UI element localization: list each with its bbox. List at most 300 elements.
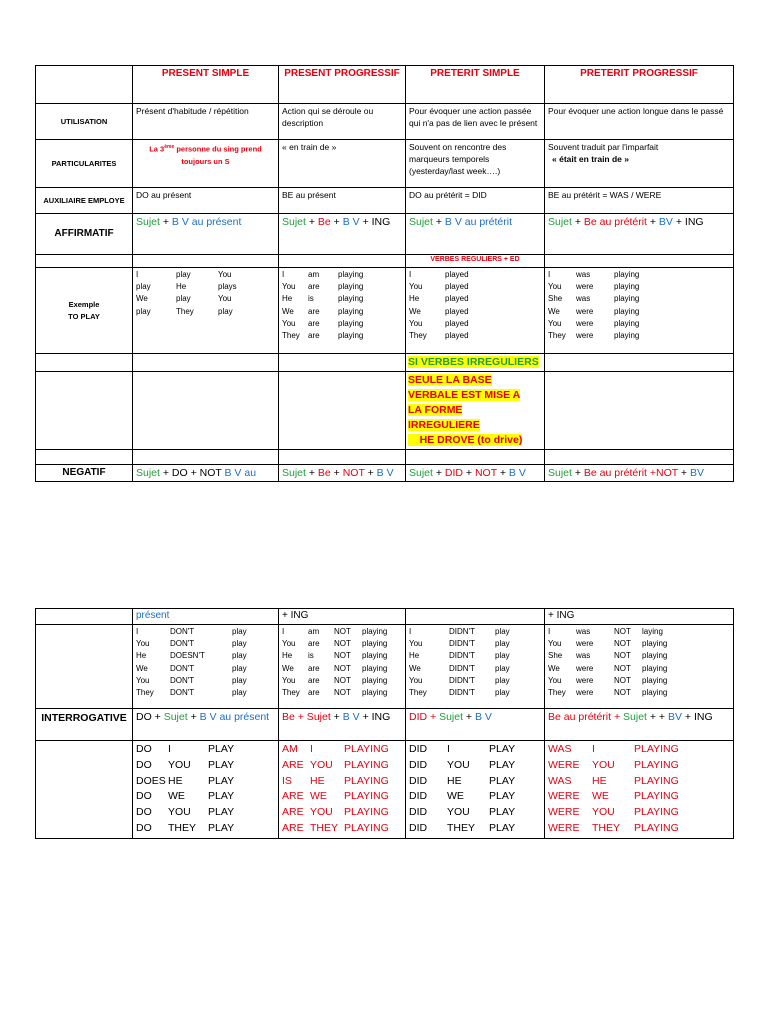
- particularites-text: Souvent traduit par l'imparfait: [548, 142, 659, 152]
- affirmatif-formula: [279, 214, 406, 255]
- formula-part: B V au présent: [199, 711, 270, 723]
- formula-part: + ING: [359, 711, 391, 723]
- conjugation-word: playing: [614, 282, 640, 292]
- conjugation-word: NOT: [614, 675, 631, 685]
- conjugation-word: PLAYING: [634, 743, 679, 755]
- conjugation-word: were: [576, 331, 594, 341]
- conjugation-word: DID: [409, 774, 428, 787]
- conjugation-word: HE: [168, 774, 183, 787]
- formula-part: B V au présent: [171, 216, 242, 228]
- irreguliers-title: SI VERBES IRREGULIERS: [408, 356, 539, 368]
- conjugation-word: playing: [642, 688, 668, 698]
- conjugation-word: DOESN'T: [170, 651, 205, 661]
- header-blank: [36, 66, 133, 104]
- conjugation-word: They: [282, 688, 300, 698]
- conjugation-word: PLAYING: [634, 806, 679, 819]
- conjugation-word: YOU: [310, 758, 333, 771]
- conjugation-word: playing: [362, 651, 388, 661]
- conjugation-word: play: [232, 651, 247, 661]
- conjugation-list: [282, 742, 402, 837]
- blank-cell: [36, 609, 133, 625]
- conjugation-word: I: [409, 270, 412, 279]
- negatif-preterit-progressif: [545, 625, 734, 709]
- conjugation-list: [409, 269, 541, 342]
- interrogative-label: INTERROGATIVE: [36, 709, 133, 741]
- conjugation-word: PLAY: [208, 821, 235, 834]
- conjugation-word: play: [176, 294, 191, 304]
- conjugation-word: He: [282, 651, 293, 661]
- negatif-progressif: [279, 625, 406, 709]
- interrogative-progressif: [279, 741, 406, 839]
- conjugation-word: play: [495, 688, 510, 698]
- conjugation-word: NOT: [334, 627, 351, 636]
- conjugation-word: DO: [136, 821, 152, 834]
- conjugation-word: were: [576, 306, 594, 316]
- formula-part: DID: [444, 467, 463, 479]
- conjugation-word: WERE: [548, 821, 580, 834]
- exemple-row: [36, 268, 734, 354]
- header-row: [36, 66, 734, 104]
- formula-part: +: [330, 216, 343, 228]
- affirmatif-formula: [545, 214, 734, 255]
- conjugation-word: plays: [218, 282, 237, 292]
- irreguliers-example: HE DROVE (to drive): [408, 434, 523, 446]
- conjugation-word: HE: [310, 774, 325, 787]
- blank-cell: [279, 450, 406, 465]
- formula-part: DO +: [136, 711, 164, 723]
- conjugation-word: playing: [338, 270, 364, 279]
- formula-part: NOT: [342, 467, 365, 479]
- utilisation-cell: Action qui se déroule ou description: [279, 104, 406, 140]
- conjugation-word: PLAY: [489, 758, 516, 771]
- conjugation-word: play: [495, 651, 510, 661]
- affirmatif-formula: [406, 214, 545, 255]
- interrogative-examples-row: [36, 741, 734, 839]
- conjugation-word: PLAYING: [634, 774, 679, 787]
- conjugation-word: She: [548, 294, 563, 304]
- particularites-label: PARTICULARITES: [36, 140, 133, 188]
- formula-part: B V: [474, 711, 492, 723]
- conjugation-word: play: [495, 663, 510, 673]
- irreguliers-cell: [406, 372, 545, 450]
- formula-part: +: [649, 216, 659, 228]
- conjugation-word: playing: [338, 318, 364, 328]
- blank-cell: [36, 354, 133, 372]
- conjugation-word: NOT: [614, 663, 631, 673]
- exemple-simple: [133, 268, 279, 354]
- conjugation-word: AM: [282, 743, 298, 755]
- conjugation-word: played: [445, 318, 469, 328]
- auxiliaire-cell: DO au prétérit = DID: [406, 188, 545, 214]
- formula-part: Be au prétérit +: [548, 711, 624, 723]
- conjugation-word: play: [495, 627, 510, 636]
- formula-part: + ING: [672, 216, 704, 228]
- formula-part: B V: [508, 467, 526, 479]
- conjugation-word: YOU: [447, 806, 470, 819]
- conjugation-word: You: [136, 639, 150, 649]
- conjugation-word: They: [548, 331, 566, 341]
- conjugation-word: playing: [338, 282, 364, 292]
- conjugation-word: PLAYING: [344, 806, 389, 819]
- utilisation-cell: Pour évoquer une action passée qui n'a pas de lien avec le présent: [406, 104, 545, 140]
- conjugation-word: I: [409, 627, 412, 636]
- formula-part: Be: [317, 216, 331, 228]
- exemple-progressif: [279, 268, 406, 354]
- negatif-preterit: [406, 625, 545, 709]
- conjugation-word: was: [576, 651, 591, 661]
- conjugation-word: You: [282, 318, 296, 328]
- conjugation-word: DON'T: [170, 688, 195, 698]
- exemple-label-line: Exemple: [68, 299, 100, 309]
- conjugation-word: We: [282, 663, 294, 673]
- blank-cell: [36, 372, 133, 450]
- formula-part: +: [432, 467, 445, 479]
- conjugation-word: DIDN'T: [449, 651, 475, 661]
- conjugation-word: NOT: [614, 651, 631, 661]
- negatif-formula: [133, 465, 279, 482]
- formula-part: +: [496, 467, 509, 479]
- formula-part: B V: [342, 216, 360, 228]
- formula-part: BV: [667, 711, 682, 723]
- formula-part: B V: [376, 467, 394, 479]
- conjugation-word: laying: [642, 627, 663, 636]
- utilisation-row: [36, 104, 734, 140]
- conjugation-word: was: [576, 294, 591, 304]
- conjugation-word: NOT: [614, 639, 631, 649]
- conjugation-word: ARE: [282, 821, 304, 834]
- conjugation-word: I: [282, 627, 285, 636]
- conjugation-list: [136, 742, 275, 837]
- interrogative-row: [36, 709, 734, 741]
- auxiliaire-cell: BE au prétérit = WAS / WERE: [545, 188, 734, 214]
- conjugation-word: are: [308, 639, 320, 649]
- conjugation-word: WAS: [548, 774, 572, 787]
- conjugation-word: DIDN'T: [449, 663, 475, 673]
- conjugation-word: You: [218, 270, 232, 279]
- conjugation-word: PLAY: [208, 743, 235, 755]
- formula-part: Be + Sujet: [282, 711, 331, 723]
- conjugation-word: She: [548, 651, 563, 661]
- conjugation-word: DID: [409, 806, 428, 819]
- conjugation-word: PLAYING: [344, 774, 389, 787]
- formula-part: +: [305, 467, 318, 479]
- header-present-progressif: PRESENT PROGRESSIF: [279, 66, 406, 104]
- conjugation-word: You: [548, 639, 562, 649]
- conjugation-word: DIDN'T: [449, 675, 475, 685]
- formula-part: Sujet: [136, 216, 160, 228]
- conjugation-word: THEY: [447, 821, 476, 834]
- formula-part: + ING: [681, 711, 713, 723]
- conjugation-word: are: [308, 675, 320, 685]
- conjugation-word: I: [548, 627, 551, 636]
- conjugation-word: PLAY: [489, 774, 516, 787]
- conjugation-word: They: [409, 688, 427, 698]
- conjugation-list: [409, 742, 541, 837]
- formula-part: Sujet: [409, 216, 433, 228]
- conjugation-word: WE: [447, 790, 464, 803]
- formula-part: Be: [317, 467, 331, 479]
- conjugation-word: DON'T: [170, 663, 195, 673]
- blank-cell: [545, 354, 734, 372]
- conjugation-word: played: [445, 270, 469, 279]
- conjugation-word: We: [548, 663, 560, 673]
- blank-cell: [406, 450, 545, 465]
- conjugation-word: I: [592, 743, 595, 755]
- formula-part: +NOT: [646, 467, 681, 479]
- particularites-cell: [133, 140, 279, 188]
- conjugation-word: YOU: [447, 758, 470, 771]
- formula-part: NOT: [474, 467, 497, 479]
- conjugation-word: DO: [136, 743, 152, 755]
- conjugation-word: NOT: [334, 663, 351, 673]
- formula-part: +: [159, 216, 172, 228]
- conjugation-list: [136, 626, 275, 699]
- conjugation-word: DID: [409, 743, 428, 755]
- conjugation-word: play: [232, 627, 247, 636]
- conjugation-word: DID: [409, 758, 428, 771]
- conjugation-word: YOU: [592, 806, 615, 819]
- irreguliers-cell: [406, 354, 545, 372]
- conjugation-word: He: [409, 294, 420, 304]
- header-preterit-simple: PRETERIT SIMPLE: [406, 66, 545, 104]
- particularites-cell: [545, 140, 734, 188]
- conjugation-word: playing: [614, 270, 640, 279]
- formula-part: +: [187, 711, 200, 723]
- formula-part: DID +: [409, 711, 440, 723]
- conjugation-word: PLAY: [489, 821, 516, 834]
- conjugation-word: YOU: [310, 806, 333, 819]
- particularites-cell: Souvent on rencontre des marqueurs temporels (yesterday/last week….): [406, 140, 545, 188]
- conjugation-word: We: [282, 306, 294, 316]
- formula-part: +: [571, 467, 584, 479]
- conjugation-word: PLAYING: [634, 758, 679, 771]
- formula-part: Be au prétérit: [583, 467, 647, 479]
- grammar-table-bottom: [35, 608, 734, 839]
- conjugation-word: He: [136, 651, 147, 661]
- conjugation-word: WE: [310, 790, 327, 803]
- conjugation-word: DID: [409, 821, 428, 834]
- exemple-preterit-progressif: [545, 268, 734, 354]
- conjugation-word: He: [282, 294, 293, 304]
- conjugation-list: [282, 269, 402, 342]
- conjugation-word: WE: [168, 790, 185, 803]
- conjugation-word: DIDN'T: [449, 639, 475, 649]
- interrogative-simple: [133, 741, 279, 839]
- conjugation-word: DON'T: [170, 627, 195, 636]
- conjugation-word: DON'T: [170, 639, 195, 649]
- conjugation-word: WERE: [548, 758, 580, 771]
- conjugation-word: play: [232, 639, 247, 649]
- exemple-label: [36, 268, 133, 354]
- conjugation-word: playing: [614, 294, 640, 304]
- conjugation-word: are: [308, 318, 320, 328]
- continuation-cell: + ING: [545, 609, 734, 625]
- formula-part: Sujet: [409, 467, 433, 479]
- formula-part: Sujet: [163, 711, 188, 723]
- spacer-row: [36, 450, 734, 465]
- conjugation-word: You: [409, 282, 423, 292]
- conjugation-word: PLAYING: [344, 790, 389, 803]
- conjugation-word: I: [136, 270, 139, 279]
- conjugation-word: DIDN'T: [449, 627, 475, 636]
- header-preterit-progressif: PRETERIT PROGRESSIF: [545, 66, 734, 104]
- irreguliers-row-2: [36, 372, 734, 450]
- conjugation-word: You: [548, 675, 562, 685]
- conjugation-word: I: [548, 270, 551, 279]
- interrogative-formula: [406, 709, 545, 741]
- conjugation-word: We: [136, 663, 148, 673]
- conjugation-word: WERE: [548, 790, 580, 803]
- interrogative-preterit-progressif: [545, 741, 734, 839]
- particularites-text: personne du sing prend toujours un S: [174, 144, 262, 166]
- continuation-cell: + ING: [279, 609, 406, 625]
- conjugation-word: was: [576, 627, 591, 636]
- conjugation-word: were: [576, 675, 594, 685]
- conjugation-word: playing: [338, 306, 364, 316]
- conjugation-word: We: [409, 306, 421, 316]
- negatif-examples-row: [36, 625, 734, 709]
- formula-part: B V au: [224, 467, 257, 479]
- conjugation-word: ARE: [282, 758, 304, 771]
- blank-cell: [406, 609, 545, 625]
- conjugation-word: am: [308, 270, 320, 279]
- formula-part: +: [463, 711, 475, 723]
- formula-part: BV: [689, 467, 704, 479]
- blank-cell: [545, 372, 734, 450]
- conjugation-word: ARE: [282, 790, 304, 803]
- conjugation-word: play: [218, 306, 233, 316]
- conjugation-word: DO: [136, 790, 152, 803]
- conjugation-word: were: [576, 688, 594, 698]
- conjugation-word: were: [576, 663, 594, 673]
- conjugation-word: are: [308, 282, 320, 292]
- conjugation-word: NOT: [334, 688, 351, 698]
- conjugation-word: was: [576, 270, 591, 279]
- conjugation-word: YOU: [592, 758, 615, 771]
- auxiliaire-row: [36, 188, 734, 214]
- conjugation-word: were: [576, 282, 594, 292]
- conjugation-word: You: [282, 675, 296, 685]
- conjugation-word: You: [282, 639, 296, 649]
- conjugation-word: DOES: [136, 774, 166, 787]
- conjugation-word: PLAY: [489, 790, 516, 803]
- conjugation-word: playing: [362, 675, 388, 685]
- conjugation-word: playing: [362, 639, 388, 649]
- conjugation-word: play: [232, 688, 247, 698]
- formula-part: +: [571, 216, 584, 228]
- conjugation-word: DID: [409, 790, 428, 803]
- blank-cell: [279, 255, 406, 268]
- interrogative-preterit: [406, 741, 545, 839]
- conjugation-word: YOU: [168, 758, 191, 771]
- particularites-cell: « en train de »: [279, 140, 406, 188]
- formula-part: +: [305, 216, 318, 228]
- conjugation-word: DIDN'T: [449, 688, 475, 698]
- exemple-label-line: TO PLAY: [68, 311, 100, 321]
- conjugation-word: You: [548, 282, 562, 292]
- conjugation-word: PLAYING: [344, 743, 389, 755]
- exemple-preterit: [406, 268, 545, 354]
- utilisation-label: UTILISATION: [36, 104, 133, 140]
- conjugation-word: IS: [282, 774, 292, 787]
- blank-cell: [133, 354, 279, 372]
- blank-cell: [133, 372, 279, 450]
- conjugation-word: He: [176, 282, 187, 292]
- particularites-text: « était en train de »: [552, 154, 629, 164]
- negatif-formula: [545, 465, 734, 482]
- negatif-formula: [406, 465, 545, 482]
- conjugation-list: [548, 269, 730, 342]
- negatif-simple: [133, 625, 279, 709]
- conjugation-word: play: [136, 282, 151, 292]
- conjugation-word: are: [308, 306, 320, 316]
- formula-part: Sujet: [282, 216, 306, 228]
- verbes-reguliers-row: [36, 255, 734, 268]
- formula-part: + ING: [359, 216, 391, 228]
- formula-part: + DO + NOT: [159, 467, 225, 479]
- conjugation-word: They: [409, 331, 427, 341]
- formula-part: +: [330, 467, 343, 479]
- auxiliaire-cell: BE au présent: [279, 188, 406, 214]
- conjugation-word: You: [409, 675, 423, 685]
- conjugation-word: play: [232, 675, 247, 685]
- formula-part: Sujet: [136, 467, 160, 479]
- superscript: ème: [164, 144, 175, 150]
- formula-part: +: [330, 711, 343, 723]
- continuation-cell: présent: [133, 609, 279, 625]
- conjugation-word: play: [232, 663, 247, 673]
- conjugation-word: playing: [614, 306, 640, 316]
- grammar-table-top: [35, 65, 734, 482]
- continuation-row: [36, 609, 734, 625]
- conjugation-word: playing: [362, 688, 388, 698]
- conjugation-word: WERE: [548, 806, 580, 819]
- conjugation-word: I: [168, 743, 171, 755]
- conjugation-word: THEY: [310, 821, 339, 834]
- conjugation-word: NOT: [614, 627, 631, 636]
- conjugation-word: PLAYING: [634, 821, 679, 834]
- conjugation-word: playing: [362, 663, 388, 673]
- conjugation-word: playing: [362, 627, 388, 636]
- conjugation-word: We: [136, 294, 148, 304]
- conjugation-list: [136, 269, 275, 318]
- conjugation-word: WAS: [548, 743, 572, 755]
- conjugation-list: [548, 742, 730, 837]
- conjugation-word: They: [176, 306, 194, 316]
- conjugation-word: ARE: [282, 806, 304, 819]
- formula-part: Be au prétérit: [583, 216, 650, 228]
- conjugation-word: are: [308, 331, 320, 341]
- conjugation-word: You: [548, 318, 562, 328]
- conjugation-word: are: [308, 663, 320, 673]
- conjugation-word: NOT: [334, 639, 351, 649]
- formula-part: +: [432, 216, 445, 228]
- conjugation-word: is: [308, 294, 314, 304]
- formula-part: BV: [658, 216, 673, 228]
- conjugation-word: are: [308, 688, 320, 698]
- conjugation-word: PLAY: [489, 806, 516, 819]
- conjugation-word: I: [310, 743, 313, 755]
- conjugation-list: [409, 626, 541, 699]
- conjugation-word: playing: [642, 675, 668, 685]
- conjugation-word: I: [136, 627, 139, 636]
- formula-part: B V: [342, 711, 360, 723]
- conjugation-word: YOU: [168, 806, 191, 819]
- conjugation-word: NOT: [334, 651, 351, 661]
- formula-part: Sujet: [623, 711, 647, 723]
- affirmatif-label: AFFIRMATIF: [36, 214, 133, 255]
- conjugation-word: play: [495, 639, 510, 649]
